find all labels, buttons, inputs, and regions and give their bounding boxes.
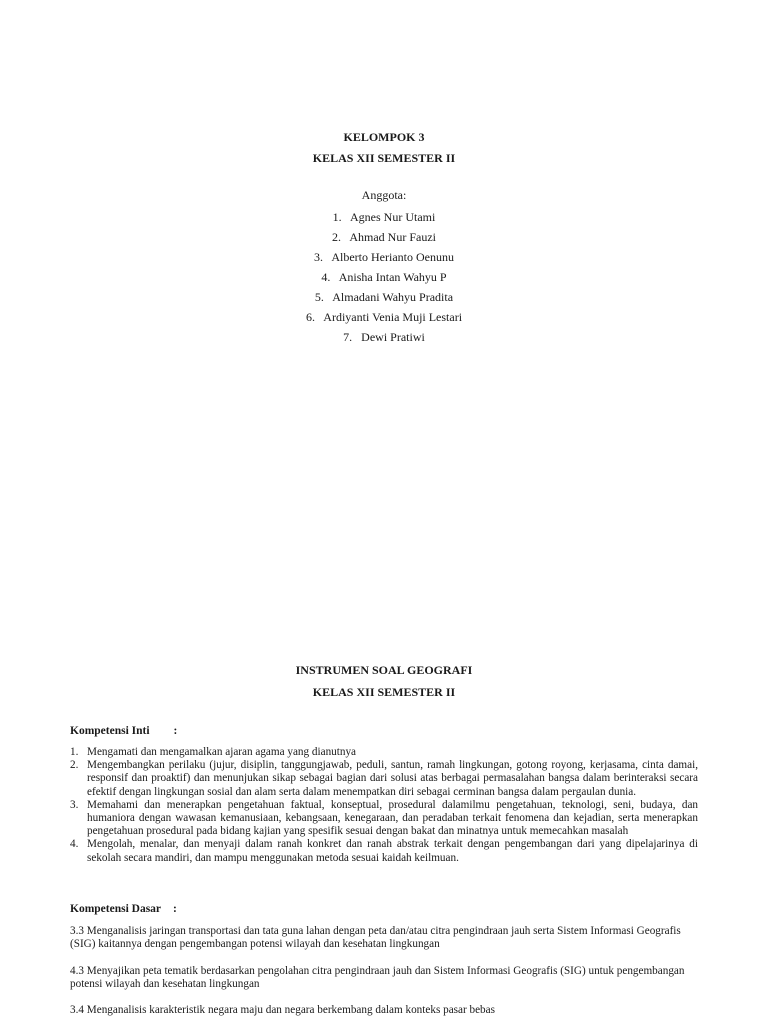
member-item: [0, 329, 768, 345]
list-number: 2.: [70, 759, 79, 772]
member-number: 6.: [305, 310, 315, 324]
list-item: [70, 746, 698, 759]
instrument-title: INSTRUMEN SOAL GEOGRAFI: [295, 663, 473, 677]
member-item: [0, 269, 768, 285]
list-number: 1.: [70, 746, 79, 758]
group-title: KELOMPOK 3: [343, 130, 425, 144]
class-title: KELAS XII SEMESTER II: [312, 151, 456, 165]
kompetensi-dasar-item: 4.3 Menyajikan peta tematik berdasarkan pengolahan citra pengindraan jauh dan Sistem Informasi Geografis (SIG) untuk pengembangan potensi wilayah dan kesehatan lingkungan: [70, 965, 685, 991]
kompetensi-dasar-item: 3.4 Menganalisis karakteristik negara maju dan negara berkembang dalam konteks pasar bebas: [70, 1004, 495, 1016]
kompetensi-inti-label: Kompetensi Inti: [70, 725, 150, 737]
list-text: Memahami dan menerapkan pengetahuan faktual, konseptual, prosedural dalamilmu pengetahuan, teknologi, seni, budaya, dan humaniora dengan wawasan kemanusiaan, kebangsaan, kenegaraan, dan peradaban terkait fenomena dan kejadian, serta menerapkan pengetahuan prosedural pada bidang kajian yang spesifik sesuai dengan bakat dan minatnya untuk memecahkan masalah: [87, 798, 698, 838]
member-name: Agnes Nur Utami: [350, 210, 436, 224]
list-text: Mengolah, menalar, dan menyaji dalam ranah konkret dan ranah abstrak terkait dengan pengembangan dari yang dipelajarinya di sekolah secara mandiri, dan mampu menggunakan metoda sesuai kaidah keilmuan.: [87, 838, 698, 864]
list-item: [70, 799, 698, 839]
list-text: Mengembangkan perilaku (jujur, disiplin, tanggungjawab, peduli, santun, ramah lingkungan, gotong royong, kerjasama, cinta damai, responsif dan proaktif) dan menunjukan sikap sebagai bagian dari solusi atas berbagai permasalahan bangsa dalam berinteraksi secara efektif dengan lingkungan sosial dan alam serta dalam menempatkan diri sebagai cerminan bangsa dalam pergaulan dunia.: [87, 759, 698, 798]
heading-colon: :: [173, 903, 177, 915]
list-number: 4.: [70, 838, 79, 851]
list-item: [70, 759, 698, 799]
member-name: Dewi Pratiwi: [361, 330, 425, 344]
member-number: 5.: [314, 290, 324, 304]
member-item: [0, 209, 768, 225]
member-item: [0, 249, 768, 265]
kompetensi-dasar-label: Kompetensi Dasar: [70, 903, 162, 915]
member-number: 4.: [321, 270, 331, 284]
member-name: Almadani Wahyu Pradita: [332, 290, 454, 304]
heading-colon: :: [173, 725, 178, 737]
member-name: Alberto Herianto Oenunu: [331, 250, 454, 264]
member-item: [0, 229, 768, 245]
list-number: 3.: [70, 798, 79, 811]
member-name: Ahmad Nur Fauzi: [349, 230, 436, 244]
member-item: [0, 289, 768, 305]
member-item: [0, 309, 768, 325]
kompetensi-dasar-item: 3.3 Menganalisis jaringan transportasi dan tata guna lahan dengan peta dan/atau citra pengindraan jauh serta Sistem Informasi Geografis (SIG) kaitannya dengan pengembangan potensi wilayah dan kesehatan lingkungan: [70, 925, 681, 951]
list-item: [70, 838, 698, 864]
kompetensi-inti-list: [70, 746, 698, 865]
members-label: Anggota:: [361, 188, 407, 202]
member-number: 7.: [343, 330, 353, 344]
list-text: Mengamati dan mengamalkan ajaran agama yang dianutnya: [87, 746, 357, 758]
member-number: 2.: [332, 230, 341, 244]
member-number: 3.: [314, 250, 323, 264]
kompetensi-dasar-heading: [70, 902, 177, 916]
member-number: 1.: [332, 210, 342, 224]
kompetensi-inti-heading: [70, 724, 177, 738]
member-name: Ardiyanti Venia Muji Lestari: [323, 310, 463, 324]
member-name: Anisha Intan Wahyu P: [338, 270, 447, 284]
instrument-class: KELAS XII SEMESTER II: [312, 685, 456, 699]
